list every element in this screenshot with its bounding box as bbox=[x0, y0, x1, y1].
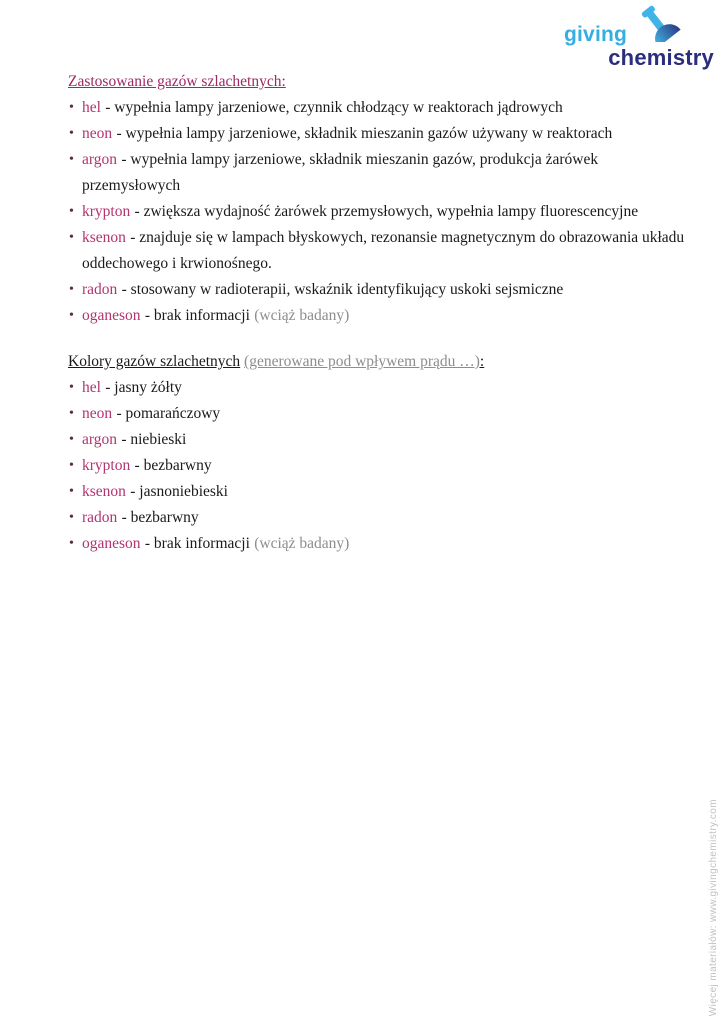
bullet-icon: • bbox=[69, 126, 74, 141]
bullet-icon: • bbox=[69, 536, 74, 551]
section-heading-suffix: : bbox=[479, 353, 485, 370]
bullet-icon: • bbox=[69, 282, 74, 297]
item-description: - brak informacji bbox=[144, 307, 250, 324]
bullet-icon: • bbox=[69, 152, 74, 167]
giving-chemistry-logo bbox=[564, 12, 714, 69]
section-heading bbox=[68, 69, 688, 95]
bullet-icon: • bbox=[69, 406, 74, 421]
list-item-neon bbox=[68, 121, 688, 147]
item-description: - znajduje się w lampach błyskowych, rezonansie magnetycznym do obrazowania układu bbox=[130, 229, 685, 246]
element-name: argon bbox=[82, 431, 118, 448]
item-description: - jasnoniebieski bbox=[130, 483, 228, 500]
bullet-icon: • bbox=[69, 432, 74, 447]
item-description: - zwiększa wydajność żarówek przemysłowych, wypełnia lampy fluorescencyjne bbox=[134, 203, 639, 220]
list-item-hel bbox=[68, 95, 688, 121]
bullet-icon: • bbox=[69, 458, 74, 473]
element-name: radon bbox=[82, 509, 118, 526]
list-item-krypton bbox=[68, 453, 688, 479]
applications-list bbox=[68, 95, 688, 329]
section-heading-text: Kolory gazów szlachetnych bbox=[68, 353, 241, 370]
element-name: krypton bbox=[82, 457, 131, 474]
list-item-radon bbox=[68, 277, 688, 303]
list-item-argon bbox=[68, 427, 688, 453]
bullet-icon: • bbox=[69, 308, 74, 323]
section-heading-note: (generowane pod wpływem prądu …) bbox=[244, 353, 480, 370]
item-description: - bezbarwny bbox=[121, 509, 199, 526]
side-watermark-text: Więcej materiałów: www.givingchemistry.com bbox=[708, 798, 719, 1016]
colors-list bbox=[68, 375, 688, 557]
element-name: oganeson bbox=[82, 535, 141, 552]
section-applications bbox=[68, 69, 688, 329]
element-name: oganeson bbox=[82, 307, 141, 324]
bullet-icon: • bbox=[69, 510, 74, 525]
logo-word-chemistry: chemistry bbox=[608, 45, 714, 70]
item-note: (wciąż badany) bbox=[254, 535, 350, 552]
item-description: - pomarańczowy bbox=[116, 405, 221, 422]
element-name: neon bbox=[82, 405, 113, 422]
item-note: (wciąż badany) bbox=[254, 307, 350, 324]
item-description: - niebieski bbox=[121, 431, 187, 448]
item-description: - wypełnia lampy jarzeniowe, czynnik chłodzący w reaktorach jądrowych bbox=[105, 99, 563, 116]
element-name: hel bbox=[82, 379, 101, 396]
logo-word-giving: giving bbox=[564, 23, 628, 46]
section-heading bbox=[68, 349, 688, 375]
item-description: - stosowany w radioterapii, wskaźnik identyfikujący uskoki sejsmiczne bbox=[121, 281, 564, 298]
bullet-icon: • bbox=[69, 204, 74, 219]
element-name: krypton bbox=[82, 203, 131, 220]
element-name: hel bbox=[82, 99, 101, 116]
list-item-hel bbox=[68, 375, 688, 401]
bullet-icon: • bbox=[69, 230, 74, 245]
item-description: - wypełnia lampy jarzeniowe, składnik mieszanin gazów używany w reaktorach bbox=[116, 125, 613, 142]
bullet-icon: • bbox=[69, 484, 74, 499]
list-item-argon bbox=[68, 147, 688, 199]
element-name: ksenon bbox=[82, 229, 126, 246]
bullet-icon: • bbox=[69, 380, 74, 395]
item-description-continuation: przemysłowych bbox=[82, 177, 181, 194]
section-colors bbox=[68, 349, 688, 557]
list-item-oganeson bbox=[68, 303, 688, 329]
section-heading-text: Zastosowanie gazów szlachetnych: bbox=[68, 73, 286, 90]
list-item-oganeson bbox=[68, 531, 688, 557]
item-description: - jasny żółty bbox=[105, 379, 182, 396]
list-item-radon bbox=[68, 505, 688, 531]
bullet-icon: • bbox=[69, 100, 74, 115]
page-content bbox=[68, 69, 688, 557]
list-item-neon bbox=[68, 401, 688, 427]
item-description: - wypełnia lampy jarzeniowe, składnik mieszanin gazów, produkcja żarówek bbox=[121, 151, 599, 168]
element-name: radon bbox=[82, 281, 118, 298]
list-item-ksenon bbox=[68, 225, 688, 277]
flask-icon bbox=[629, 2, 687, 46]
item-description: - brak informacji bbox=[144, 535, 250, 552]
list-item-krypton bbox=[68, 199, 688, 225]
item-description: - bezbarwny bbox=[134, 457, 212, 474]
element-name: argon bbox=[82, 151, 118, 168]
list-item-ksenon bbox=[68, 479, 688, 505]
item-description-continuation: oddechowego i krwionośnego. bbox=[82, 255, 272, 272]
element-name: ksenon bbox=[82, 483, 126, 500]
element-name: neon bbox=[82, 125, 113, 142]
